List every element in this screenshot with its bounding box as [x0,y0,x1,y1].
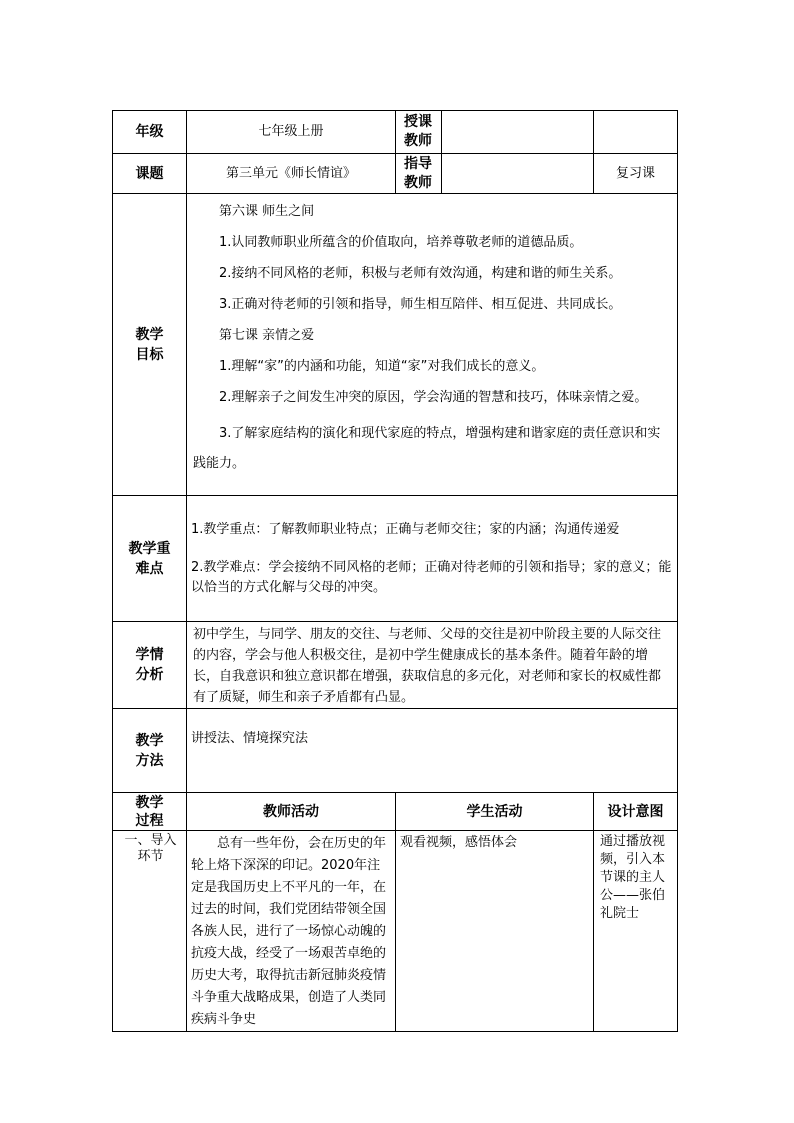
key-points-content [187,496,678,622]
row-goals [113,194,678,496]
key-point: 1.教学重点：了解教师职业特点；正确与老师交往；家的内涵；沟通传递爱 [191,522,620,537]
lesson7-goal-3: 3.了解家庭结构的演化和现代家庭的特点，增强构建和谐家庭的责任意识和实践能力。 [193,426,661,471]
lesson7-goal-1: 1.理解“家”的内涵和功能，知道“家”对我们成长的意义。 [219,359,545,374]
lesson7-title: 第七课 亲情之爱 [219,328,315,343]
topic-value: 第三单元《师长情谊》 [187,154,396,194]
row-grade [113,111,678,154]
guide-label: 指导教师 [396,154,442,194]
lesson6-goal-2: 2.接纳不同风格的老师，积极与老师有效沟通，构建和谐的师生关系。 [219,266,622,281]
lesson7-goal-2: 2.理解亲子之间发生冲突的原因，学会沟通的智慧和技巧，体味亲情之爱。 [219,390,648,405]
col-intent-header: 设计意图 [594,793,678,831]
lesson-plan-table [112,110,678,1032]
analysis-text: 初中学生，与同学、朋友的交往、与老师、父母的交往是初中阶段主要的人际交往的内容，学会与他人积极交往，是初中学生健康成长的基本条件。随着年龄的增长，自我意识和独立意识都在增强，获取信息的多元化，对老师和家长的权威性都有了质疑，师生和亲子矛盾都有凸显。 [187,622,678,709]
teacher-value [442,111,594,154]
grade-extra-cell [594,111,678,154]
goals-content [187,194,678,496]
section-1-teacher-activity: 总有一些年份，会在历史的年轮上烙下深深的印记。2020年注定是我国历史上不平凡的一年，在过去的时间，我们党团结带领全国各族人民，进行了一场惊心动魄的抗疫大战，经受了一场艰苦卓绝的历史大考，取得抗击新冠肺炎疫情斗争重大战略成果，创造了人类同疾病斗争史 [187,831,396,1032]
teacher-label: 授课教师 [396,111,442,154]
process-label: 教学过程 [113,793,187,831]
row-key-points [113,496,678,622]
lesson-type: 复习课 [594,154,678,194]
row-process-header [113,793,678,831]
difficult-point: 2.教学难点：学会接纳不同风格的老师；正确对待老师的引领和指导；家的意义；能以恰当的方式化解与父母的冲突。 [191,560,672,595]
grade-label: 年级 [113,111,187,154]
lesson6-goal-1: 1.认同教师职业所蕴含的价值取向，培养尊敬老师的道德品质。 [219,235,583,250]
section-1-label: 一、导入环节 [113,831,187,1032]
row-topic [113,154,678,194]
guide-value [442,154,594,194]
lesson6-goal-3: 3.正确对待老师的引领和指导，师生相互陪伴、相互促进、共同成长。 [219,297,622,312]
row-method [113,709,678,793]
row-analysis [113,622,678,709]
row-section-1 [113,831,678,1032]
analysis-label: 学情分析 [113,622,187,709]
col-student-header: 学生活动 [396,793,594,831]
topic-label: 课题 [113,154,187,194]
grade-value: 七年级上册 [187,111,396,154]
section-1-design-intent: 通过播放视频，引入本节课的主人公——张伯礼院士 [594,831,678,1032]
method-text: 讲授法、情境探究法 [187,709,678,793]
method-label: 教学方法 [113,709,187,793]
key-points-label: 教学重难点 [113,496,187,622]
goals-label: 教学目标 [113,194,187,496]
section-1-student-activity: 观看视频，感悟体会 [396,831,594,1032]
col-teacher-header: 教师活动 [187,793,396,831]
lesson6-title: 第六课 师生之间 [219,204,315,219]
